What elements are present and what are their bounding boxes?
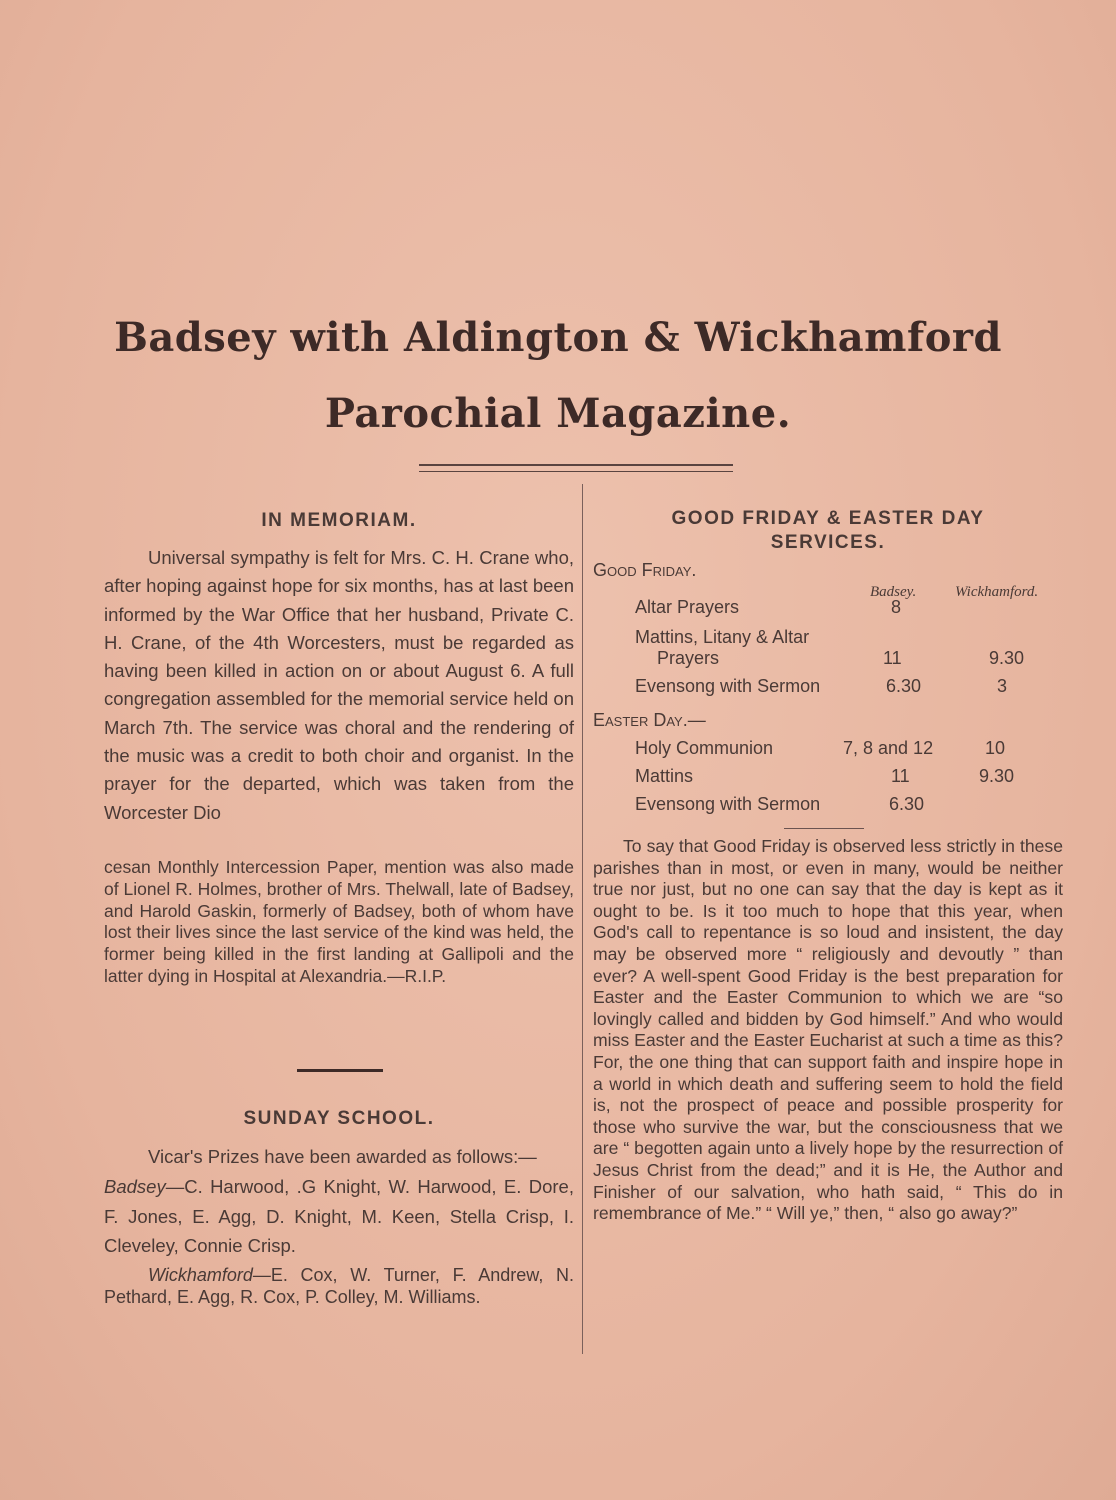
badsey-time: 11	[883, 648, 902, 668]
in-memoriam-heading: IN MEMORIAM.	[261, 510, 417, 531]
service-row	[593, 766, 1063, 794]
service-row	[593, 738, 1063, 766]
badsey-label: Badsey	[104, 1176, 166, 1197]
wickhamford-time: 10	[985, 738, 1006, 758]
sunday-school-heading: SUNDAY SCHOOL.	[243, 1108, 435, 1129]
badsey-names: —C. Harwood, .G Knight, W. Harwood, E. Dore, F. Jones, E. Agg, D. Knight, M. Keen, Stella Crisp, I. Cleveley, Connie Crisp.	[104, 1176, 574, 1256]
service-name: Evensong with Sermon	[635, 794, 821, 814]
in-memoriam-paragraph-2: cesan Monthly Intercession Paper, mention was also made of Lionel R. Holmes, brother of Mrs. Thelwall, late of Badsey, and Harold Gaskin, formerly of Badsey, both of whom have lost their lives since the last service of the kind was held, the former being killed in the first landing at Gallipoli and the latter dying in Hospital at Alexandria.—R.I.P.	[104, 857, 574, 986]
service-name: Holy Communion	[635, 738, 774, 758]
masthead-line-1: Badsey with Aldington & Wickhamford	[114, 314, 1002, 361]
services-heading: GOOD FRIDAY & EASTER DAY SERVICES.	[671, 508, 985, 553]
service-row	[593, 794, 1063, 822]
magazine-masthead	[0, 300, 1116, 452]
col-wickhamford-header: Wickhamford.	[955, 584, 1039, 600]
service-name: Mattins, Litany & Altar	[635, 627, 810, 647]
service-row	[593, 597, 1063, 625]
wickhamford-time: 9.30	[989, 648, 1025, 668]
in-memoriam-paragraph-1: Universal sympathy is felt for Mrs. C. H. Crane who, after hoping against hope for six months, has at last been informed by the War Office that her husband, Private C. H. Crane, of the 4th Worcesters, must be regarded as having been killed in action on or about August 6. A full congregation assembled for the memorial service held on March 7th. The service was choral and the rendering of the music was a credit to both choir and organist. In the prayer for the departed, which was taken from the Worcester Dio	[104, 547, 574, 823]
wickhamford-prize-list	[104, 1265, 574, 1308]
badsey-prize-list	[104, 1172, 574, 1261]
section-separator	[297, 1069, 383, 1072]
badsey-time: 11	[891, 766, 910, 786]
badsey-time: 8	[891, 597, 902, 617]
service-name: Evensong with Sermon	[635, 676, 821, 696]
wickhamford-time: 3	[997, 676, 1008, 696]
sunday-school-intro: Vicar's Prizes have been awarded as follows:—	[148, 1146, 537, 1167]
badsey-time: 6.30	[889, 794, 925, 814]
easter-day-label: Easter Day.—	[593, 710, 706, 730]
wickhamford-label: Wickhamford	[148, 1265, 253, 1285]
services-separator	[784, 828, 864, 829]
service-name: Altar Prayers	[635, 597, 740, 617]
column-divider	[582, 484, 583, 1354]
masthead-double-rule	[419, 464, 733, 472]
easter-day-label-row	[593, 710, 1063, 738]
wickhamford-time: 9.30	[979, 766, 1015, 786]
services-table	[593, 560, 1063, 820]
service-name: Prayers	[657, 648, 720, 668]
masthead-line-2: Parochial Magazine.	[324, 390, 792, 437]
col-badsey-header: Badsey.	[870, 584, 917, 600]
badsey-time: 6.30	[886, 676, 922, 696]
service-row	[593, 676, 1063, 704]
service-name: Mattins	[635, 766, 694, 786]
good-friday-label: Good Friday.	[593, 560, 697, 580]
service-row	[593, 648, 1063, 676]
good-friday-article-text: To say that Good Friday is observed less strictly in these parishes than in most, or even in many, would be neither true nor just, but no one can say that the day is kept as it ought to be. Is it too much to hope that this year, when God's call to repentance is so loud and insistent, the day may be observed more “ religiously and devoutly ” than ever? A well-spent Good Friday is the best preparation for Easter and the Easter Communion to which we are “so lovingly called and bidden by God himself.” And who would miss Easter and the Easter Eucharist at such a time as this? For, the one thing that can support faith and inspire hope in a world in which death and suffering seem to hold the field is, not the prospect of peace and possible prosperity for those who survive the war, but the consciousness that we are “ begotten again unto a lively hope by the resurrection of Jesus Christ from the dead;” and it is He, the Author and Finisher of our salvation, who hath said, “ This do in remembrance of Me.” “ Will ye,” then, “ also go away?”	[593, 836, 1063, 1224]
badsey-time: 7, 8 and 12	[843, 738, 934, 758]
wickhamford-names: —E. Cox, W. Turner, F. Andrew, N. Pethard, E. Agg, R. Cox, P. Colley, M. Williams.	[104, 1265, 574, 1307]
